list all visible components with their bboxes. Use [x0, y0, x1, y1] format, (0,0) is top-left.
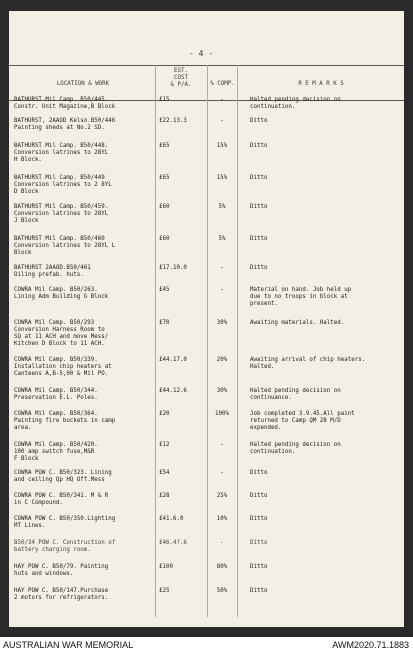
percent-complete-cell: 50%	[216, 588, 228, 594]
location-cell: BATHURST 2AAOD.B50/461 Oiling prefab. huts.	[14, 265, 91, 278]
location-cell: COWRA POW C. B50/350.Lighting MT Lines.	[14, 516, 116, 529]
percent-complete-cell: -	[220, 540, 224, 546]
cost-cell: £12	[159, 442, 170, 448]
header-cost-line2: COST	[174, 75, 188, 81]
page-number: - 4 -	[189, 49, 214, 58]
cost-cell: £41.6.0	[159, 516, 184, 522]
remarks-cell: Ditto	[250, 118, 268, 124]
header-location: LOCATION & WORK	[56, 81, 110, 87]
percent-complete-cell: 25%	[216, 493, 228, 499]
remarks-cell: Halted pending decision on continuation.	[250, 97, 341, 110]
cost-cell: £44.17.0	[159, 357, 187, 363]
remarks-cell: Material on hand. Job held up due to no troops in block at present.	[250, 287, 352, 307]
location-cell: B50/34 POW C. Construction of battery charging room.	[14, 540, 116, 553]
cost-cell: £100	[159, 564, 173, 570]
location-cell: BATHURST Mil Camp. B50/445. Constr. Unit Magazine,B Block	[14, 97, 116, 110]
location-cell: COWRA Mil Camp. B50/339. Installation chip heaters at Canteens A,B-5,00 & Mil PO.	[14, 357, 112, 377]
remarks-cell: Ditto	[250, 588, 268, 594]
remarks-cell: Ditto	[250, 516, 268, 522]
cost-cell: £46.4?.6	[159, 540, 187, 546]
location-cell: BATHURST Mil Camp. B50/460 Conversion latrines to 28YL L Block	[14, 236, 116, 256]
percent-complete-cell: -	[220, 265, 224, 271]
location-cell: COWRA Mil Camp. B50/364. Painting fire buckets in camp area.	[14, 411, 116, 431]
remarks-cell: Awaiting arrival of chip heaters. Halted.	[250, 357, 366, 370]
location-cell: COWRA POW C. B50/341. M & R in C Compound.	[14, 493, 109, 506]
document-page	[9, 11, 404, 627]
percent-complete-cell: 15%	[216, 175, 228, 181]
cost-cell: £20	[159, 411, 170, 417]
percent-complete-cell: -	[220, 118, 224, 124]
cost-cell: £25	[159, 588, 170, 594]
header-percent-complete: % COMP.	[210, 81, 235, 87]
cost-cell: £60	[159, 204, 170, 210]
location-cell: COWRA Mil Camp. B50/263. Lining Adm Building G Block	[14, 287, 109, 300]
column-divider	[155, 65, 156, 617]
column-divider	[207, 65, 208, 617]
header-remarks: R E M A R K S	[298, 81, 344, 87]
location-cell: BATHURST Mil Camp. B50/448. Conversion latrines to 28YL H Block.	[14, 143, 109, 163]
location-cell: BATHURST Mil Camp. B50/459. Conversion latrines to 28YL J Block	[14, 204, 109, 224]
percent-complete-cell: 10%	[216, 516, 228, 522]
remarks-cell: Ditto	[250, 175, 268, 181]
cost-cell: £65	[159, 143, 170, 149]
cost-cell: £70	[159, 320, 170, 326]
remarks-cell: Ditto	[250, 265, 268, 271]
percent-complete-cell: -	[220, 97, 224, 103]
remarks-cell: Halted pending decision on continuance.	[250, 388, 341, 401]
remarks-cell: Ditto	[250, 143, 268, 149]
percent-complete-cell: 5%	[218, 236, 226, 242]
percent-complete-cell: 80%	[216, 564, 228, 570]
location-cell: COWRA Mil Camp. B50/293 Conversion Harness Room to SQ at 11 ACH and move Mess/ Kitchen D Block to 11 ACH.	[14, 320, 109, 347]
cost-cell: £45	[159, 287, 170, 293]
footer-accession-number: AWM2020.71.1883	[332, 640, 409, 650]
location-cell: BATHURST Mil Camp. B50/449 Conversion latrines to 2 8YL D Block	[14, 175, 112, 195]
remarks-cell: Job completed 3.9.45.All paint returned to Camp QM 28 M/D expended.	[250, 411, 355, 431]
remarks-cell: Ditto	[250, 540, 268, 546]
percent-complete-cell: -	[220, 470, 224, 476]
remarks-cell: Ditto	[250, 564, 268, 570]
cost-cell: £60	[159, 236, 170, 242]
location-cell: COWRA POW C. B50/323. Lining and ceiling Qp HQ Off.Mess	[14, 470, 112, 483]
location-cell: HAY POW C. B50/147.Purchase 2 motors for refrigerators.	[14, 588, 109, 601]
cost-cell: £28	[159, 493, 170, 499]
cost-cell: £17.10.0	[159, 265, 187, 271]
remarks-cell: Ditto	[250, 493, 268, 499]
remarks-cell: Awaiting materials. Halted.	[250, 320, 345, 326]
cost-cell: £15	[159, 97, 170, 103]
footer-institution: AUSTRALIAN WAR MEMORIAL	[3, 640, 134, 650]
header-cost-line1: EST.	[174, 68, 188, 74]
percent-complete-cell: -	[220, 287, 224, 293]
cost-cell: £54	[159, 470, 170, 476]
remarks-cell: Ditto	[250, 204, 268, 210]
percent-complete-cell: 100%	[215, 411, 229, 417]
header-cost-line3: & P/A.	[170, 82, 192, 88]
column-divider	[237, 65, 238, 617]
percent-complete-cell: 20%	[216, 357, 228, 363]
cost-cell: £65	[159, 175, 170, 181]
remarks-cell: Ditto	[250, 236, 268, 242]
percent-complete-cell: 30%	[216, 320, 228, 326]
remarks-cell: Ditto	[250, 470, 268, 476]
location-cell: COWRA Mil Camp. B50/344. Preservation E.L. Poles.	[14, 388, 98, 401]
percent-complete-cell: 30%	[216, 388, 228, 394]
percent-complete-cell: 5%	[218, 204, 226, 210]
remarks-cell: Halted pending decision on continuation.	[250, 442, 341, 455]
footer-bar	[0, 637, 413, 653]
location-cell: BATHURST, 2AAOD Kelso.B50/446 Painting sheds at No.2 SD.	[14, 118, 116, 131]
cost-cell: £22.13.3	[159, 118, 187, 124]
location-cell: COWRA Mil Camp. B50/420. 100 amp switch fuse,M&R F Block	[14, 442, 98, 462]
percent-complete-cell: -	[220, 442, 224, 448]
location-cell: HAY POW C. B50/79. Painting huts and windows.	[14, 564, 109, 577]
cost-cell: £44.12.6	[159, 388, 187, 394]
header-cost	[157, 68, 205, 89]
percent-complete-cell: 15%	[216, 143, 228, 149]
